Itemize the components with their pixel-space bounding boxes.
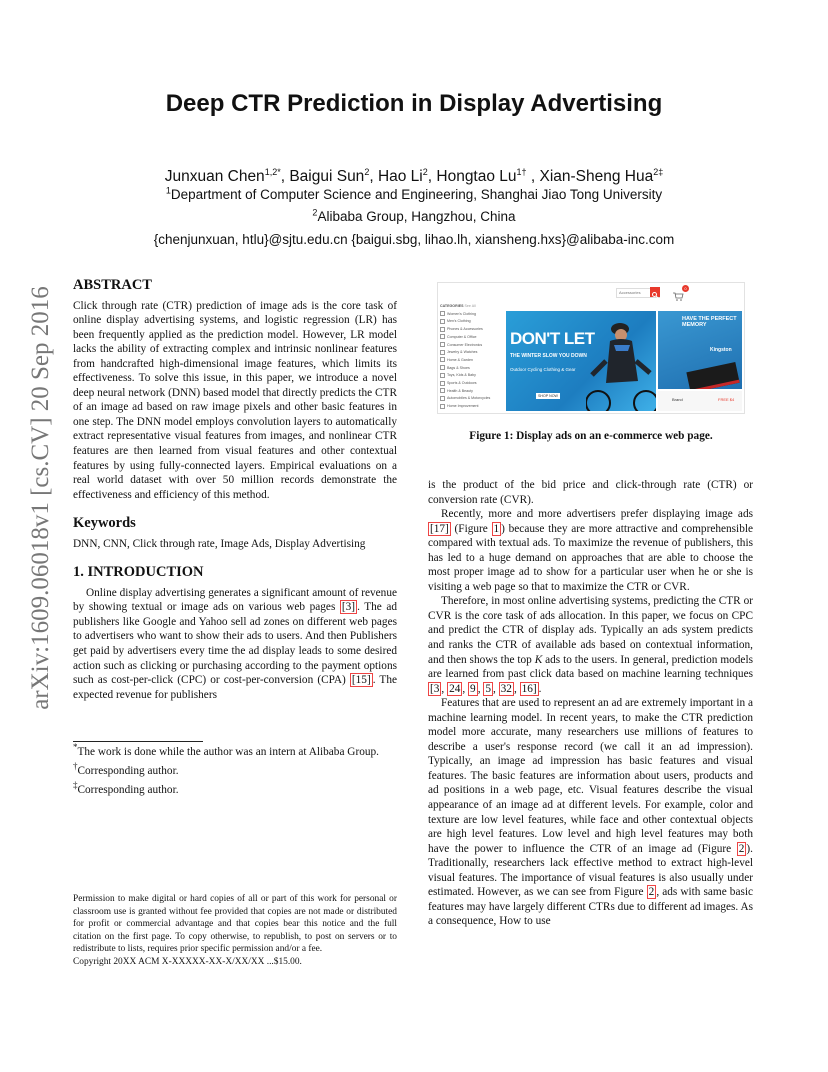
left-column — [73, 278, 397, 702]
banner-shop-button[interactable]: SHOP NOW — [538, 394, 558, 398]
category-item[interactable] — [440, 372, 504, 380]
paper-title: Deep CTR Prediction in Display Advertising — [165, 90, 663, 117]
category-label: Computer & Office — [447, 334, 477, 339]
site-header — [438, 283, 744, 303]
citation-link[interactable]: 16] — [521, 682, 537, 695]
cyclist-illustration — [586, 311, 656, 411]
abstract-text: Click through rate (CTR) prediction of image ads is the core task of online display advertising systems, and logistic regression (LR) has been frequently applied as the prediction model. However, LR model lacks the ability of extracting complex and intrinsic nonlinear features from handcrafted high-dimensional image features, which limits its effectiveness. To solve this issue, in this paper, we introduce a novel deep neural network (DNN) based model that directly predicts the CTR of an image ad based on raw image pixels and other basic features in one step. The DNN model employs convolution layers to automatically extract representative visual features from images, and nonlinear CTR features are then learned from visual features and other contextual features by using fully-connected layers. Empirical evaluations on a real world dataset with over 50 million records demonstrate the effectiveness and efficiency of this method. — [73, 299, 397, 501]
category-label: Men's Clothing — [447, 319, 471, 324]
text-run: (Figure — [450, 522, 492, 535]
figure-link[interactable]: 2 — [738, 842, 745, 855]
category-icon — [440, 373, 445, 378]
paragraph-continuation: is the product of the bid price and click-through rate (CTR) or conversion rate (CVR). — [428, 479, 753, 506]
category-label: Sports & Outdoors — [447, 381, 477, 386]
paragraph: Therefore, in most online advertising systems, predicting the CTR or CVR is the core task of ads allocation. In this paper, we focus on CPC and predict the CTR of display ads. Typically an ads system predicts and ranks the CTR of available ads based on contextual information, and then shows the top K ads to the users. In general, prediction models are learned from past click data based on machine learning techniques [3 , 24 , 9 , 5 , 32 , 16] . — [428, 595, 753, 695]
figure-1-image — [437, 282, 745, 414]
author-affil-sup: 2 — [422, 166, 428, 177]
category-icon — [440, 381, 445, 386]
author-name: , Baigui Sun — [280, 168, 365, 185]
citation-link[interactable]: 9 — [470, 682, 476, 695]
author-affil-sup: 2 — [364, 166, 370, 177]
category-items — [440, 311, 504, 411]
side-ad-brand: Kingston — [710, 347, 732, 353]
abstract-heading: ABSTRACT — [73, 277, 152, 293]
text-run: ads to the users. In general, prediction models are learned from past click data based on machine learning techniques — [428, 653, 753, 681]
author-affil-sup: 1 — [516, 166, 522, 177]
affil-text: Department of Computer Science and Engineering, Shanghai Jiao Tong University — [170, 187, 663, 202]
text-run: . The ad publishers like Google and Yahoo sell ad zones on different web pages to advertisers who want to show their ads to users. And then Publishers get paid by advertisers every time the ad display leads to some desired action such as clicking or purchasing according to the payment options such as cost-per-click (CPC) or cost-per-conversion (CPA) — [73, 601, 398, 687]
category-label: Toys, Kids & Baby — [447, 373, 476, 378]
side-promo-strip[interactable] — [658, 391, 742, 411]
memory-card-image — [686, 362, 739, 389]
arxiv-stamp-text: arXiv:1609.06018v1 [cs.CV] 20 Sep 2016 — [27, 286, 54, 710]
text-run: Recently, more and more advertisers prefer displaying image ads — [441, 508, 753, 521]
category-see-all[interactable]: See All — [464, 304, 476, 308]
text-run: . — [538, 682, 542, 695]
category-label: Phones & Accessories — [447, 327, 483, 332]
category-icon — [440, 365, 445, 370]
copyright-line: Copyright 20XX ACM X-XXXXX-XX-X/XX/XX ...$15.00. — [73, 956, 302, 967]
category-item[interactable] — [440, 318, 504, 326]
author-name: Junxuan Chen — [164, 168, 265, 185]
category-icon — [440, 404, 445, 409]
category-label: Consumer Electronics — [447, 342, 483, 347]
footnote-mark: ‡ — [73, 780, 78, 791]
author-name: , Xian-Sheng Hua — [526, 168, 654, 185]
category-icon — [440, 327, 445, 332]
side-ad-title: HAVE THE PERFECT MEMORY — [682, 316, 737, 328]
footnote-mark: * — [73, 742, 78, 753]
category-item[interactable] — [440, 342, 504, 350]
math-symbol: K — [534, 653, 543, 666]
category-item[interactable] — [440, 326, 504, 334]
figure-1-caption: Figure 1: Display ads on an e-commerce web page. — [469, 430, 713, 442]
citation-link[interactable]: 24 — [449, 682, 461, 695]
text-run: Online display advertising generates a significant amount of revenue by showing textual or image ads on various web pages — [73, 586, 397, 614]
category-item[interactable] — [440, 380, 504, 388]
arxiv-stamp — [22, 288, 60, 708]
author-emails: {chenjunxuan, htlu}@sjtu.edu.cn {baigui.sbg, lihao.lh, xiansheng.hxs}@alibaba-inc.com — [153, 232, 675, 247]
author-mark: ‡ — [658, 166, 664, 177]
category-label: Bags & Shoes — [447, 365, 470, 370]
citation-link[interactable]: [17] — [430, 522, 449, 535]
search-icon — [650, 290, 660, 300]
author-name: , Hongtao Lu — [427, 168, 517, 185]
text-run: Features that are used to represent an ad are extremely important in a machine learning model. In recent years, to make the CTR prediction model more accurate, many researchers use millions of features to describe a user's response record (we call it an ad impression). Typically, an image ad impression has basic features and visual features. The basic features are information about users, products and ad positions in a web page, etc. Visual features describe the visual appearance of an image ad at different levels. For example, color and texture are low level features, while face and other contextual objects are high level features. Low level and high level features may both have the power to influence the CTR of an image ad (Figure — [428, 697, 753, 855]
cart-badge: 0 — [682, 285, 689, 292]
right-column — [428, 478, 753, 929]
category-header-title: CATEGORIES — [440, 304, 464, 308]
text-run: ) because they are more attractive and comprehensible compared with textual ads. To maximize the revenue of publishers, this has led to a huge demand on approaches that are able to choose the most proper image ad to show for a particular user when he or she is visiting a web page so that to maximize the CTR or CVR. — [428, 522, 753, 593]
permission-text: Permission to make digital or hard copies of all or part of this work for personal or classroom use is granted without fee provided that copies are not made or distributed for profit or commercial advantage and that copies bear this notice and the full citation on the first page. To copy otherwise, to republish, to post on servers or to redistribute to lists, requires prior specific permission and/or a fee. — [73, 894, 397, 955]
category-icon — [440, 319, 445, 324]
footnotes — [73, 741, 397, 802]
author-mark: † — [521, 166, 527, 177]
text-run: . The expected revenue for publishers — [73, 674, 397, 701]
banner-tagline: Outdoor Cycling Clothing & Gear — [510, 367, 576, 372]
category-item[interactable] — [440, 395, 504, 403]
author-mark: * — [277, 166, 281, 177]
paragraph — [428, 507, 753, 594]
category-icon — [440, 357, 445, 362]
affiliation-2 — [0, 209, 828, 224]
footnote-text: Corresponding author. — [77, 765, 179, 777]
category-item[interactable] — [440, 357, 504, 365]
category-item[interactable] — [440, 349, 504, 357]
footnote-rule — [73, 741, 203, 742]
category-icon — [440, 311, 445, 316]
citation-link[interactable]: [3] — [341, 601, 356, 614]
footnote-text: The work is done while the author was an intern at Alibaba Group. — [77, 746, 379, 758]
citation-link[interactable]: 32 — [500, 682, 512, 695]
category-label: Home & Garden — [447, 357, 473, 362]
side-banner-ad[interactable] — [658, 311, 742, 389]
affil-sup: 2 — [312, 207, 318, 218]
footnote-1 — [73, 742, 397, 759]
promo-left-label: Brand — [672, 397, 683, 402]
figure-link[interactable]: 2 — [648, 886, 655, 899]
category-item[interactable] — [440, 388, 504, 396]
carousel-dots[interactable] — [602, 405, 632, 408]
keywords-text: DNN, CNN, Click through rate, Image Ads, Display Advertising — [73, 537, 366, 550]
category-list — [440, 303, 504, 411]
text-run: ). Traditionally, researchers lack effective method to extract high-level visual features. The importance of visual features is also usually under estimated. However, as we can see from Figure — [428, 842, 753, 899]
footnote-2 — [73, 761, 397, 778]
paragraph — [428, 696, 753, 929]
category-item[interactable] — [440, 365, 504, 373]
affil-sup: 1 — [165, 185, 171, 196]
banner-subheadline: THE WINTER SLOW YOU DOWN — [510, 353, 587, 359]
author-affil-sup: 2 — [653, 166, 659, 177]
banner-headline: DON'T LET — [510, 329, 595, 348]
affil-text: Alibaba Group, Hangzhou, China — [317, 209, 516, 224]
promo-right-label: FREE $4 — [718, 397, 735, 402]
text-run: Therefore, in most online advertising systems, predicting the CTR or CVR is the core task of ads allocation. In this paper, we focus on CPC and predict the CTR of display ads. Typically an ads system predicts and ranks the CTR of available ads based on contextual information, and then shows the top — [428, 595, 753, 666]
category-icon — [440, 334, 445, 339]
category-label: Jewelry & Watches — [447, 350, 478, 355]
category-item[interactable] — [440, 403, 504, 411]
category-item[interactable] — [440, 334, 504, 342]
footnote-text: Corresponding author. — [77, 784, 179, 796]
category-item[interactable] — [440, 311, 504, 319]
category-label: Women's Clothing — [447, 311, 476, 316]
citation-link[interactable]: 5 — [485, 682, 491, 695]
author-list — [0, 168, 828, 186]
permission-notice — [73, 893, 397, 969]
category-icon — [440, 396, 445, 401]
category-label: Health & Beauty — [447, 388, 473, 393]
category-icon — [440, 350, 445, 355]
category-header — [440, 303, 504, 311]
category-label: Home Improvement — [447, 404, 479, 409]
citation-link[interactable]: [15] — [351, 674, 371, 687]
citation-link[interactable]: [3 — [430, 682, 440, 695]
author-name: , Hao Li — [369, 168, 423, 185]
affiliation-1 — [0, 187, 828, 202]
intro-paragraph — [73, 586, 397, 702]
text-run: , ads with same basic features may have largely different CTRs due to different ad images. As a consequence, How to use — [428, 886, 754, 928]
keywords-heading: Keywords — [73, 515, 136, 532]
category-icon — [440, 342, 445, 347]
footnote-mark: † — [73, 761, 78, 772]
figure-link[interactable]: 1 — [493, 522, 500, 535]
author-affil-sup: 1,2 — [264, 166, 278, 177]
main-banner-ad[interactable] — [506, 311, 656, 411]
search-input[interactable]: Accessories — [616, 288, 660, 298]
intro-heading: 1. INTRODUCTION — [73, 564, 204, 581]
footnote-3 — [73, 780, 397, 797]
category-label: Automobiles & Motorcycles — [447, 396, 491, 401]
search-button[interactable] — [650, 287, 660, 297]
category-icon — [440, 388, 445, 393]
